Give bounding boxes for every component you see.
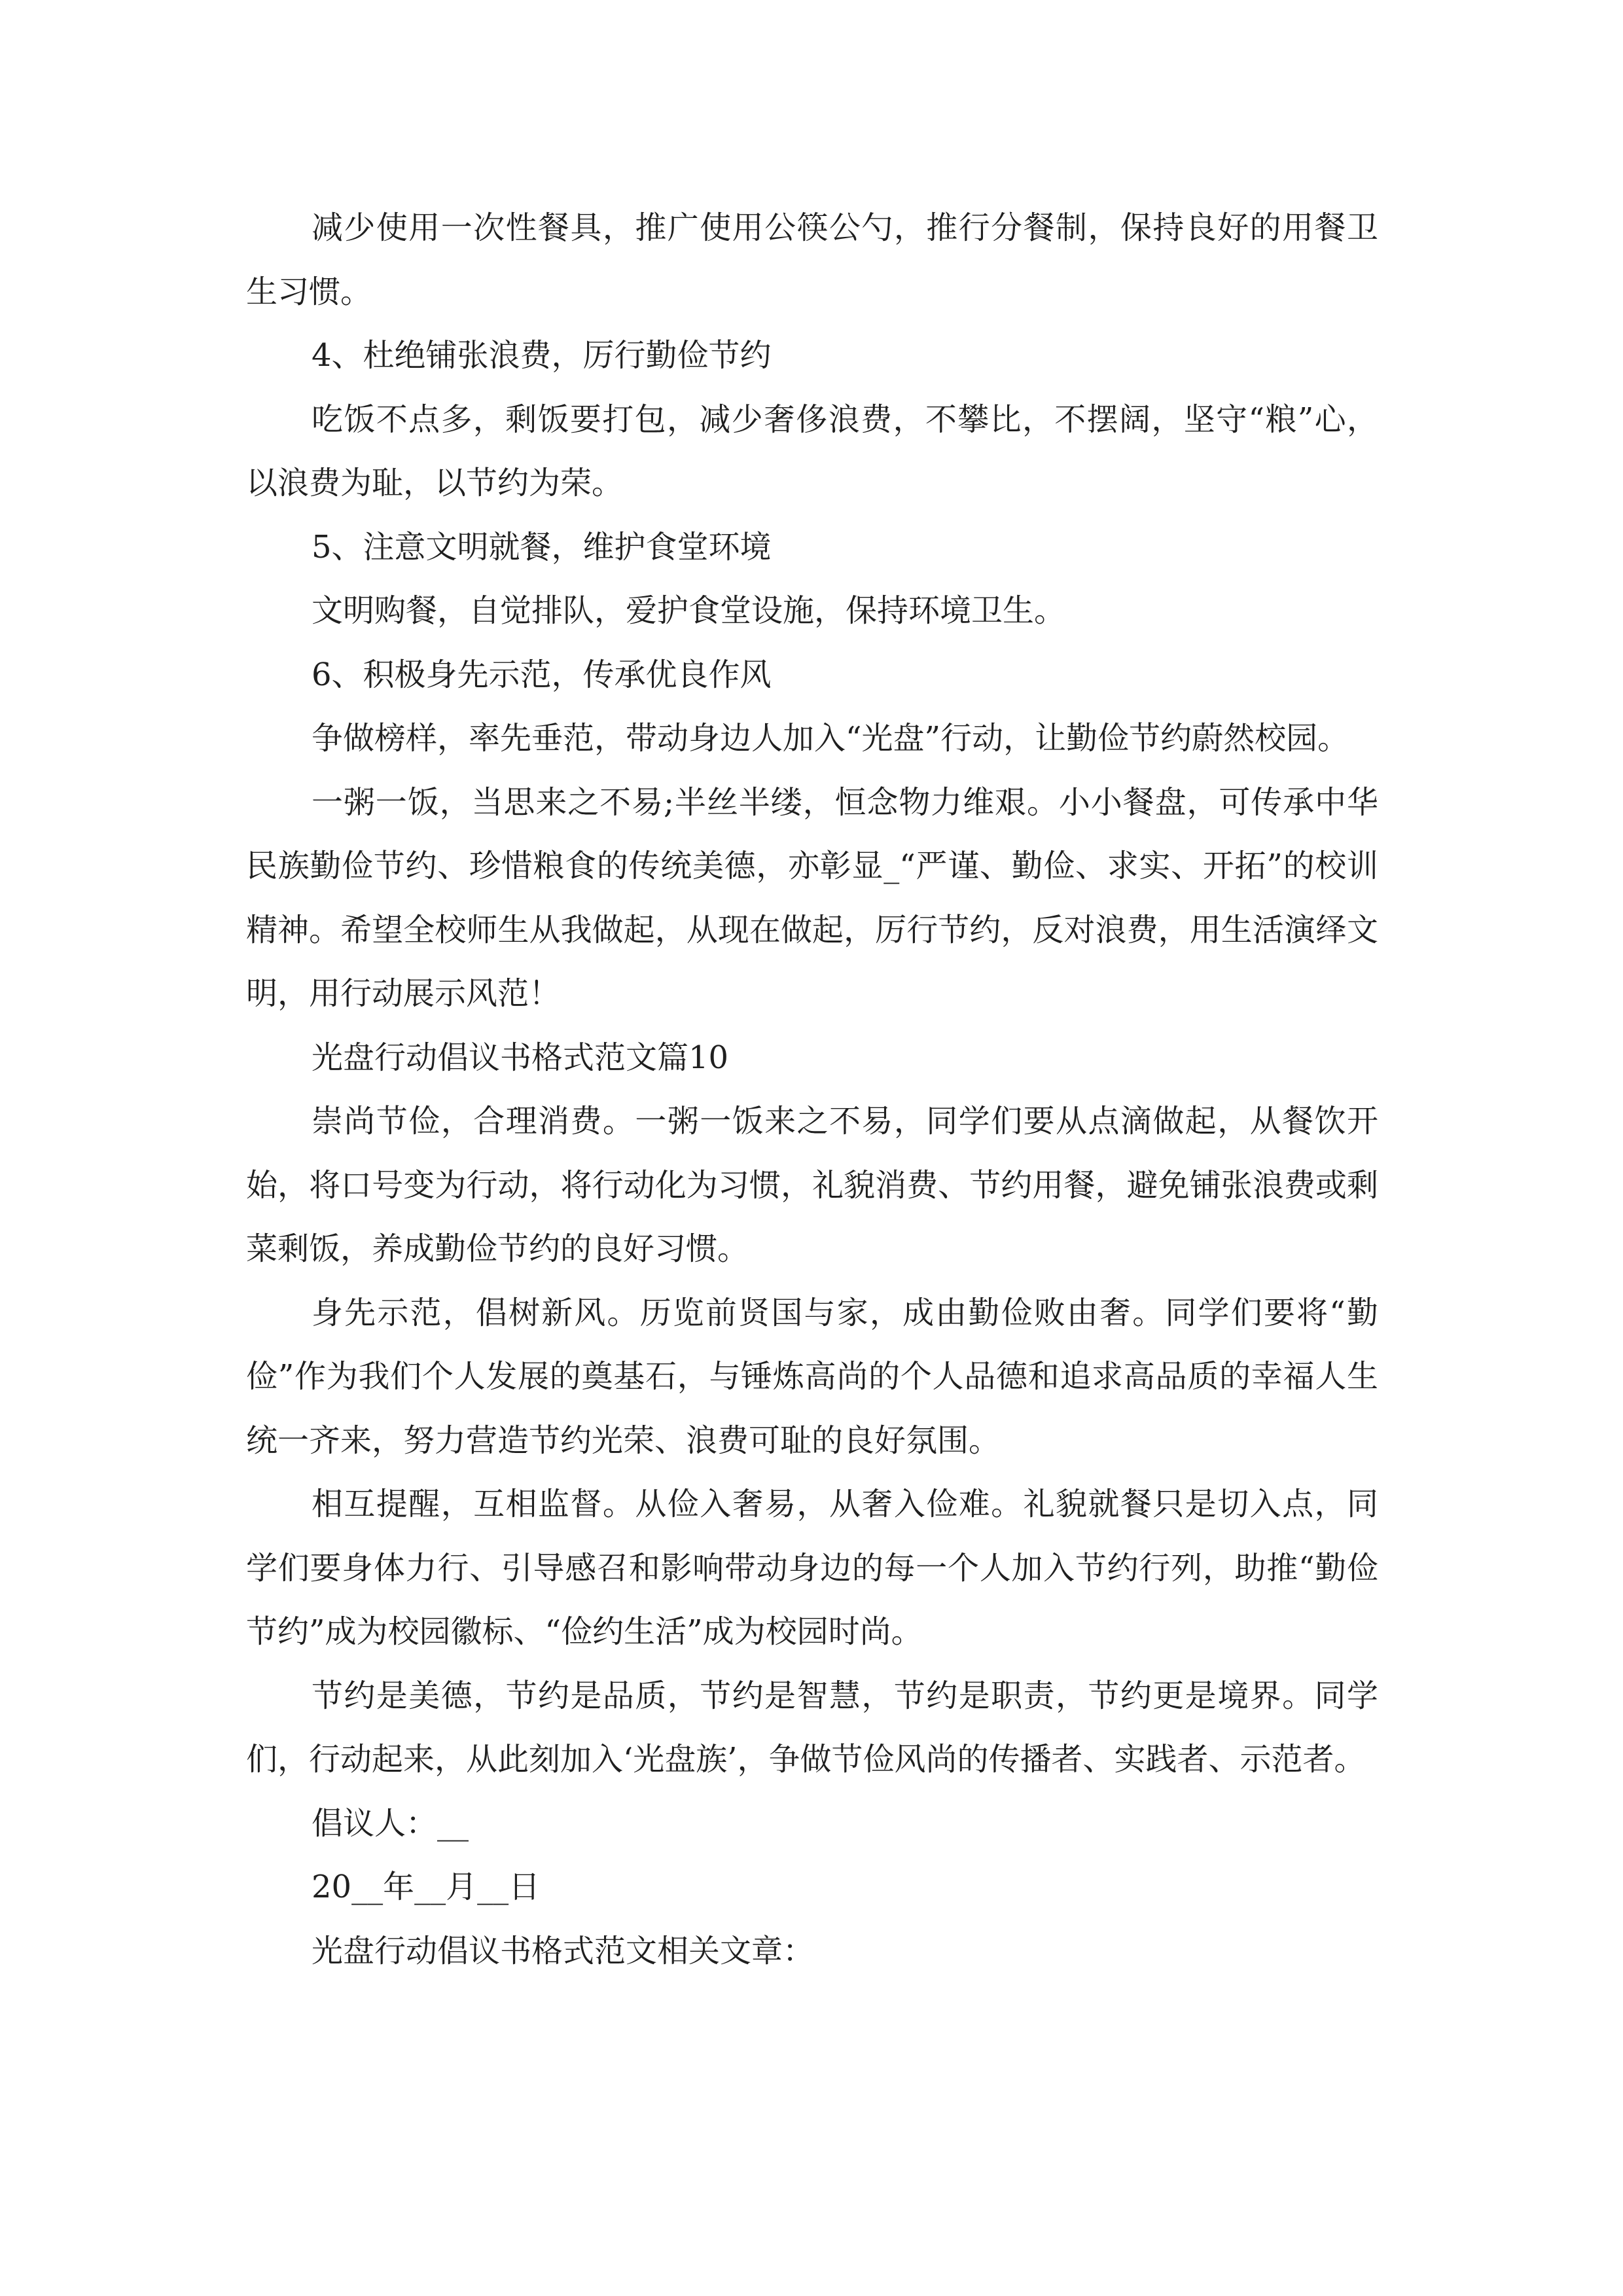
heading-item-4: 4、杜绝铺张浪费，厉行勤俭节约 xyxy=(312,337,772,374)
related-articles-heading: 光盘行动倡议书格式范文相关文章： xyxy=(312,1932,815,1969)
paragraph-civil-dining: 文明购餐，自觉排队，爱护食堂设施，保持环境卫生。 xyxy=(312,592,1066,629)
paragraph-set-example: 身先示范，倡树新风。历览前贤国与家，成由勤俭败由奢。同学们要将“勤俭”作为我们个人发展的奠基石，与锤炼高尚的个人品德和追求高品质的幸福人生统一齐来，努力营造节约光荣、浪费可耻的良好氛围。 xyxy=(246,1294,1378,1459)
heading-item-5: 5、注意文明就餐，维护食堂环境 xyxy=(312,528,772,565)
paragraph-no-waste: 吃饭不点多，剩饭要打包，减少奢侈浪费，不攀比，不摆阔，坚守“粮”心，以浪费为耻，以节约为荣。 xyxy=(246,401,1378,501)
document-body xyxy=(246,196,1378,1983)
heading-item-6: 6、积极身先示范，传承优良作风 xyxy=(312,656,772,693)
section-title-article-10: 光盘行动倡议书格式范文篇10 xyxy=(312,1039,729,1076)
signature-line: 倡议人：__ xyxy=(312,1804,469,1842)
paragraph-tableware-habits: 减少使用一次性餐具，推广使用公筷公勺，推行分餐制，保持良好的用餐卫生习惯。 xyxy=(246,209,1378,310)
paragraph-call-to-action: 节约是美德，节约是品质，节约是智慧，节约是职责，节约更是境界。同学们，行动起来，从此刻加入‘光盘族’，争做节俭风尚的传播者、实践者、示范者。 xyxy=(246,1677,1378,1778)
paragraph-conclusion: 一粥一饭，当思来之不易;半丝半缕，恒念物力维艰。小小餐盘，可传承中华民族勤俭节约、珍惜粮食的传统美德，亦彰显_“严谨、勤俭、求实、开拓”的校训精神。希望全校师生从我做起，从现在做起，厉行节约，反对浪费，用生活演绎文明，用行动展示风范！ xyxy=(246,783,1378,1012)
paragraph-mutual-supervision: 相互提醒，互相监督。从俭入奢易，从奢入俭难。礼貌就餐只是切入点，同学们要身体力行、引导感召和影响带动身边的每一个人加入节约行列，助推“勤俭节约”成为校园徽标、“俭约生活”成为校园时尚。 xyxy=(246,1486,1378,1650)
date-line: 20__年__月__日 xyxy=(312,1869,541,1905)
paragraph-role-model: 争做榜样，率先垂范，带动身边人加入“光盘”行动，让勤俭节约蔚然校园。 xyxy=(312,720,1349,757)
paragraph-frugality: 崇尚节俭，合理消费。一粥一饭来之不易，同学们要从点滴做起，从餐饮开始，将口号变为行动，将行动化为习惯，礼貌消费、节约用餐，避免铺张浪费或剩菜剩饭，养成勤俭节约的良好习惯。 xyxy=(246,1103,1378,1267)
